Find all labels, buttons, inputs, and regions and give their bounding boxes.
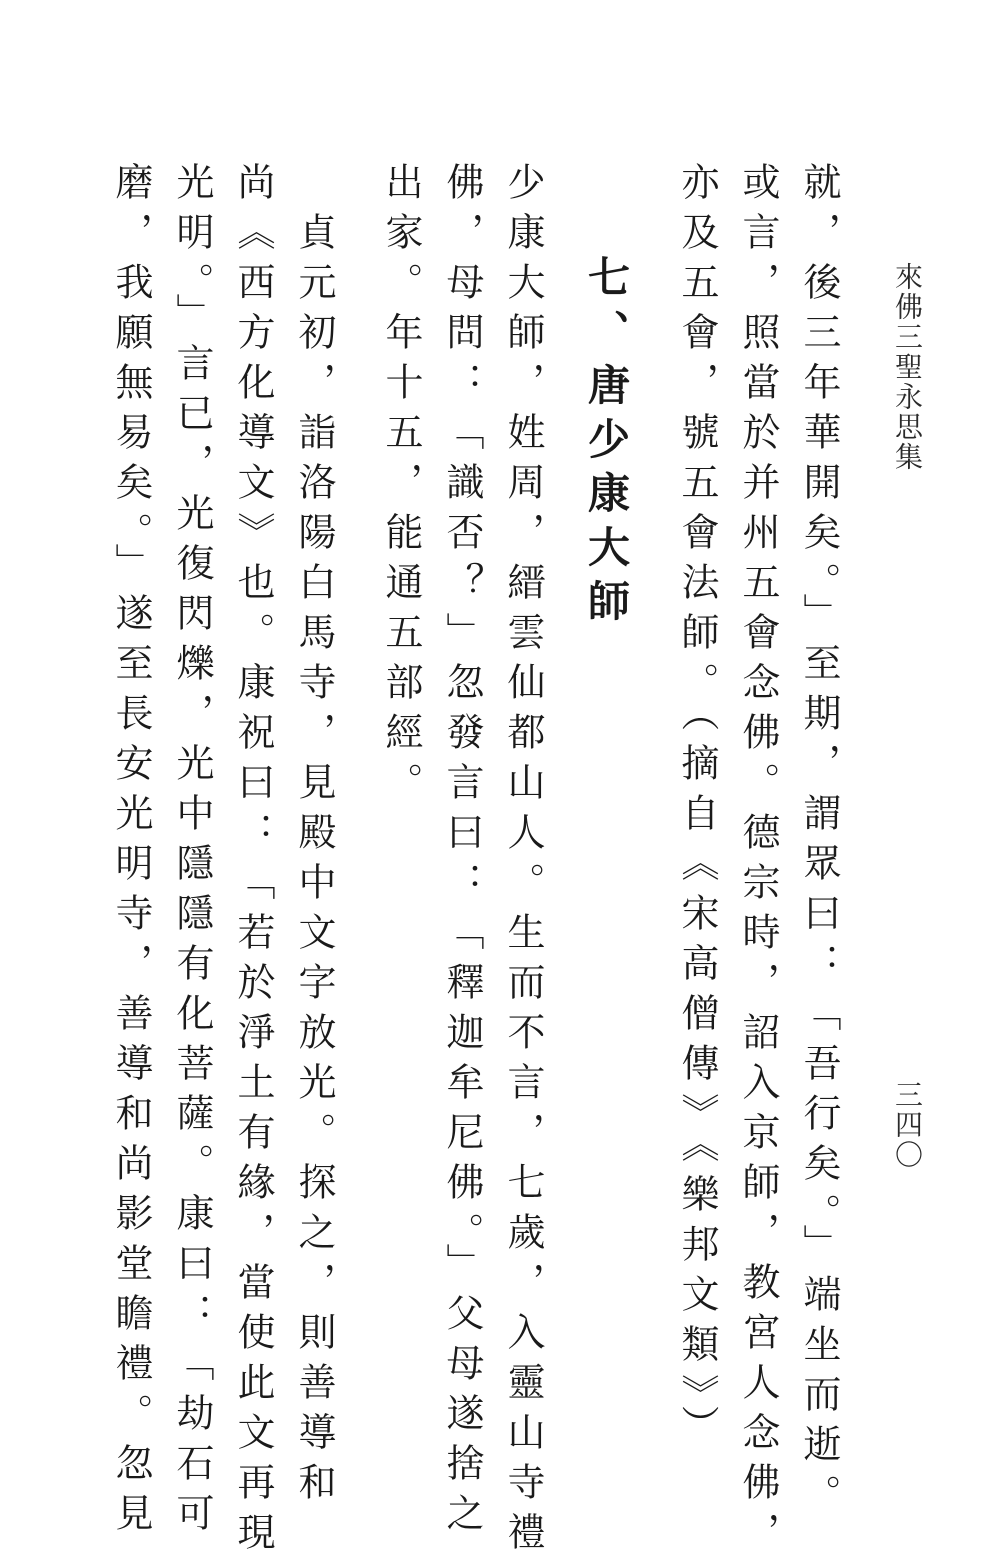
section-heading: 七、唐少康大師 xyxy=(582,255,631,633)
text-line: 貞元初，詣洛陽白馬寺，見殿中文字放光。探之，則善導和 xyxy=(292,162,336,1512)
text-line: 就，後三年華開矣。」至期，謂眾曰：「吾行矣。」端坐而逝。 xyxy=(797,162,841,1524)
text-line: 出家。年十五，能通五部經。 xyxy=(379,162,423,812)
text-line: 或言，照當於并州五會念佛。德宗時，詔入京師，教宮人念佛， xyxy=(736,162,780,1562)
text-line: 光明。」言已，光復閃爍，光中隱隱有化菩薩。康曰：「劫石可 xyxy=(170,162,214,1543)
running-title: 來佛三聖永思集 xyxy=(891,262,924,472)
text-line: 尚《西方化導文》也。康祝曰：「若於淨土有緣，當使此文再現 xyxy=(231,162,275,1562)
text-line: 磨，我願無易矣。」遂至長安光明寺，善導和尚影堂瞻禮。忽見 xyxy=(109,162,153,1543)
text-line: 少康大師，姓周，縉雲仙都山人。生而不言，七歲，入靈山寺禮 xyxy=(501,162,545,1562)
page-number: 三四〇 xyxy=(891,1080,924,1170)
text-line: 佛，母問：「識否？」忽發言曰：「釋迦牟尼佛。」父母遂捨之 xyxy=(440,162,484,1543)
text-line: 亦及五會，號五會法師。（摘自《宋高僧傳》《樂邦文類》） xyxy=(675,162,719,1455)
